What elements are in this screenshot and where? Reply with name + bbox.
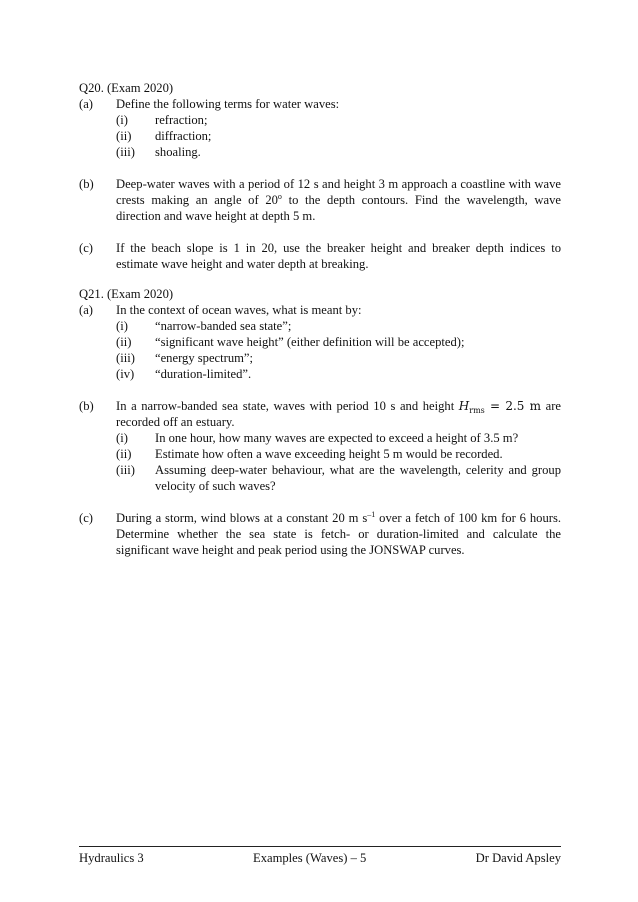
- footer-author: Dr David Apsley: [475, 851, 561, 865]
- part-b: [79, 176, 561, 224]
- sub-item-number: (ii): [116, 335, 132, 349]
- sub-item-number: (i): [116, 319, 128, 333]
- footer-page-label: Examples (Waves) – 5: [253, 851, 367, 865]
- part-label: (c): [79, 511, 93, 525]
- sub-item-text: refraction;: [155, 113, 208, 127]
- part-label: (a): [79, 303, 93, 317]
- sub-item-text: Estimate how often a wave exceeding height 5 m would be recorded.: [155, 447, 503, 461]
- sub-item: [116, 128, 561, 144]
- sub-item-number: (iii): [116, 351, 135, 365]
- part-text: If the beach slope is 1 in 20, use the breaker height and breaker depth indices to estimate wave height and water depth at breaking.: [116, 241, 561, 271]
- math-equation: = 2.5 m: [484, 399, 542, 413]
- sub-item: [116, 446, 561, 462]
- sub-item-text: Assuming deep-water behaviour, what are the wavelength, celerity and group velocity of such waves?: [155, 463, 561, 493]
- sub-item: [116, 350, 561, 366]
- sub-item-number: (i): [116, 431, 128, 445]
- footer-rule: [79, 846, 561, 847]
- part-label: (b): [79, 177, 94, 191]
- question-heading: Q20. (Exam 2020): [79, 81, 174, 95]
- sub-item-number: (iv): [116, 367, 135, 381]
- part-text-segment: to the depth contours. Find the wavelength, wave direction and wave height at depth 5 m.: [116, 193, 562, 223]
- part-text: [116, 176, 561, 224]
- part-text: Define the following terms for water waves:: [116, 97, 340, 111]
- sub-item: [116, 144, 561, 160]
- part-text-segment: are recorded off an estuary.: [116, 399, 561, 429]
- sub-item-number: (ii): [116, 129, 132, 143]
- question-heading: Q21. (Exam 2020): [79, 287, 174, 301]
- part-b: [79, 398, 561, 430]
- part-label: (b): [79, 399, 94, 413]
- part-text: [116, 398, 561, 430]
- sub-item: [116, 366, 561, 382]
- math-h-rms: [459, 399, 541, 413]
- sub-item-number: (iii): [116, 145, 135, 159]
- part-text-segment: Deep-water waves with a period of 12 s and height 3 m approach a coastline with wave crests making an angle of 20: [116, 177, 561, 207]
- question-21: [79, 286, 561, 558]
- part-c: [79, 510, 561, 558]
- sub-item-text: “energy spectrum”;: [155, 351, 254, 365]
- footer-course: Hydraulics 3: [79, 851, 144, 865]
- sub-item-number: (iii): [116, 463, 135, 477]
- sub-item-text: “significant wave height” (either definition will be accepted);: [155, 335, 465, 349]
- page-footer: [79, 850, 561, 866]
- part-text: [116, 510, 561, 558]
- sub-item: [116, 462, 561, 494]
- sub-item-text: shoaling.: [155, 145, 201, 159]
- part-text-segment: During a storm, wind blows at a constant 20 m s: [116, 511, 368, 525]
- part-a: [79, 96, 561, 112]
- sub-item-text: “duration-limited”.: [155, 367, 252, 381]
- sub-item-text: diffraction;: [155, 129, 212, 143]
- part-c: [79, 240, 561, 272]
- question-20: [79, 80, 561, 272]
- sub-item: [116, 318, 561, 334]
- part-text: In the context of ocean waves, what is meant by:: [116, 303, 362, 317]
- sub-item: [116, 112, 561, 128]
- part-text-segment: over a fetch of 100 km for 6 hours. Determine whether the sea state is fetch- or duration-limited and calculate the significant wave height and peak period using the JONSWAP curves.: [116, 511, 562, 557]
- sub-item-text: “narrow-banded sea state”;: [155, 319, 292, 333]
- sub-item: [116, 430, 561, 446]
- math-subscript: rms: [469, 406, 485, 415]
- sub-item-number: (ii): [116, 447, 132, 461]
- superscript: –1: [367, 510, 376, 519]
- part-text-segment: In a narrow-banded sea state, waves with period 10 s and height: [116, 399, 459, 413]
- math-variable: H: [458, 399, 470, 413]
- sub-item-number: (i): [116, 113, 128, 127]
- sub-item: [116, 334, 561, 350]
- part-a: [79, 302, 561, 318]
- sub-item-text: In one hour, how many waves are expected to exceed a height of 3.5 m?: [155, 431, 519, 445]
- part-label: (a): [79, 97, 93, 111]
- degree-mark: o: [277, 192, 282, 201]
- part-label: (c): [79, 241, 93, 255]
